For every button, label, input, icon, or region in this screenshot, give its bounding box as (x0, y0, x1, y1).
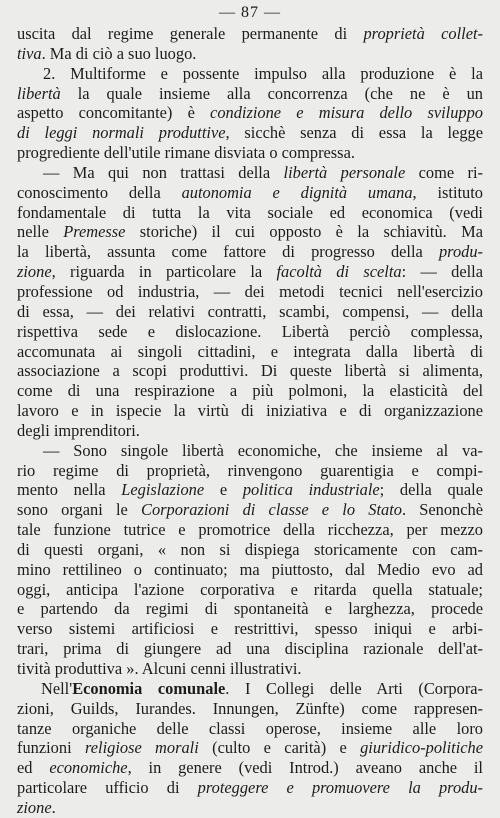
text-line (17, 302, 483, 322)
text-run: tale funzione tutrice e promotrice della ricchezza, per mezzo (17, 520, 483, 540)
text-run: rio regime di proprietà, rinvengono guarentigia e compi- (17, 460, 483, 480)
text-run: nelle (17, 222, 64, 242)
text-run: 2. Multiforme e possente impulso alla produzione è la (43, 63, 483, 83)
text-run: mino rettilineo o continuato; ma piuttosto, dal Medio evo ad (17, 559, 483, 579)
text-run: rispettiva sede e dislocazione. Libertà perciò complessa, (17, 321, 483, 341)
italic-text: autonomia e dignità umana (181, 182, 413, 202)
text-line (17, 262, 483, 282)
text-run: di essa, — dei relativi contratti, scambi, compensi, — della (17, 301, 483, 321)
text-run: e (204, 480, 243, 500)
text-run: , istituto (412, 182, 484, 202)
text-run: professione od industria, — dei metodi tecnici nell'esercizio (17, 281, 483, 301)
text-run: uscita dal regime generale permanente di (17, 24, 364, 43)
italic-text: proteggere e promuovere la produ- (197, 778, 483, 798)
text-run: tività produttiva ». Alcuni cenni illustrativi. (17, 659, 302, 678)
italic-text: economiche (49, 758, 128, 778)
text-run: progrediente dell'utile rimane disviata o compressa. (17, 143, 355, 163)
text-run: verso sistemi artificiosi e restrittivi, spesso iniqui e arbi- (17, 619, 483, 639)
text-run: tanze organiche delle classi operose, insieme alle loro (17, 718, 483, 738)
text-run: : — della (401, 262, 483, 282)
italic-text: Corporazioni di classe e lo Stato (141, 500, 402, 520)
italic-text: libertà (17, 83, 61, 103)
text-run: , sicchè senza di essa la legge (225, 123, 483, 143)
text-run: conoscimento della (17, 182, 182, 202)
italic-text: proprietà collet- (363, 24, 483, 43)
text-run: . I Collegi delle Arti (Corpora- (225, 678, 484, 698)
text-run: la libertà, assunta come fattore di progresso della (17, 242, 439, 262)
text-run: mento nella (17, 480, 122, 500)
text-run: , riguarda in particolare la (51, 262, 277, 282)
text-line (17, 203, 483, 223)
text-run: lavoro e in ispecie la virtù di iniziativa e di organizzazione (17, 401, 483, 421)
italic-text: religiose morali (84, 738, 199, 758)
text-line (17, 778, 483, 798)
text-line (17, 322, 483, 342)
text-run: . (51, 797, 56, 817)
text-run: associazione a scopi produttivi. Di queste libertà si alimenta, (17, 361, 483, 381)
text-run: ; della quale (379, 480, 483, 500)
italic-text: libertà personale (283, 162, 406, 182)
text-line (17, 84, 483, 104)
text-line (17, 381, 483, 401)
text-line (17, 282, 483, 302)
text-line (17, 183, 483, 203)
text-line (17, 24, 483, 44)
text-line (17, 500, 483, 520)
text-line (17, 699, 483, 719)
text-run: aspetto concomitante) è (17, 103, 211, 123)
text-line (17, 480, 483, 500)
text-run: e partendo da regimi di spontaneità e larghezza, procede (17, 599, 483, 619)
text-line (17, 798, 483, 818)
text-run: accomunata ai singoli cittadini, e integrata dalla libertà di (17, 341, 483, 361)
text-run: storiche) il cui opposto è la schiavitù. Ma (125, 222, 483, 242)
text-run: Nell' (41, 678, 73, 698)
text-line (17, 619, 483, 639)
text-run: , in genere (vedi Introd.) aveano anche il (127, 758, 483, 778)
text-run: trari, prima di giungere ad una disciplina razionale dell'at- (17, 639, 483, 659)
italic-text: zione (17, 797, 52, 817)
text-line (17, 659, 483, 679)
italic-text: giuridico-politiche (360, 738, 484, 758)
text-run: di questi organi, « non si dispiega storicamente con cam- (17, 539, 483, 559)
text-line (17, 679, 483, 699)
text-run: — Sono singole libertà economiche, che insieme al va- (43, 440, 483, 460)
text-line (17, 421, 483, 441)
text-line (17, 639, 483, 659)
italic-text: zione (17, 262, 52, 282)
text-run: . Senonchè (401, 500, 484, 520)
text-line (17, 342, 483, 362)
text-run: fondamentale di tutta la vita sociale ed economica (vedi (17, 202, 483, 222)
text-line (17, 441, 483, 461)
text-line (17, 580, 483, 600)
text-line (17, 540, 483, 560)
text-run: (culto e carità) e (198, 738, 361, 758)
text-line (17, 560, 483, 580)
italic-text: tiva (17, 43, 42, 63)
text-run: oggi, anticipa l'azione corporativa e ritarda quella statuale; (17, 579, 483, 599)
bold-text: Economia comunale (72, 678, 226, 698)
text-line (17, 163, 483, 183)
text-line (17, 242, 483, 262)
text-line (17, 361, 483, 381)
page-number: — 87 — (219, 4, 281, 21)
text-run: come di una respirazione a più polmoni, la elasticità del (17, 381, 483, 401)
text-line (17, 520, 483, 540)
text-line (17, 401, 483, 421)
text-run: zioni, Guilds, Iurandes. Innungen, Zünfte) come rappresen- (17, 698, 483, 718)
text-line (17, 64, 483, 84)
text-line (17, 103, 483, 123)
italic-text: Premesse (63, 222, 126, 242)
italic-text: politica industriale (242, 480, 380, 500)
text-run: . Ma di ciò a suo luogo. (41, 43, 197, 63)
text-line (17, 719, 483, 739)
text-line (17, 461, 483, 481)
text-run: particolare ufficio di (17, 778, 198, 798)
text-run: la quale insieme alla concorrenza (che ne è un (60, 83, 483, 103)
text-run: ed (17, 758, 50, 778)
text-line (17, 222, 483, 242)
text-line (17, 143, 483, 163)
italic-text: condizione e misura dello sviluppo (210, 103, 483, 123)
text-run: — Ma qui non trattasi della (43, 162, 284, 182)
text-run: funzioni (17, 738, 85, 758)
text-run: come ri- (405, 162, 483, 182)
text-line (17, 758, 483, 778)
italic-text: facoltà di scelta (276, 262, 402, 282)
text-run: sono organi le (17, 500, 142, 520)
text-line (17, 599, 483, 619)
italic-text: produ- (438, 242, 483, 262)
body-text (17, 24, 483, 818)
italic-text: di leggi normali produttive (17, 123, 226, 143)
text-line (17, 44, 483, 64)
italic-text: Legislazione (121, 480, 205, 500)
text-run: degli imprenditori. (17, 420, 140, 440)
text-line (17, 123, 483, 143)
text-line (17, 738, 483, 758)
